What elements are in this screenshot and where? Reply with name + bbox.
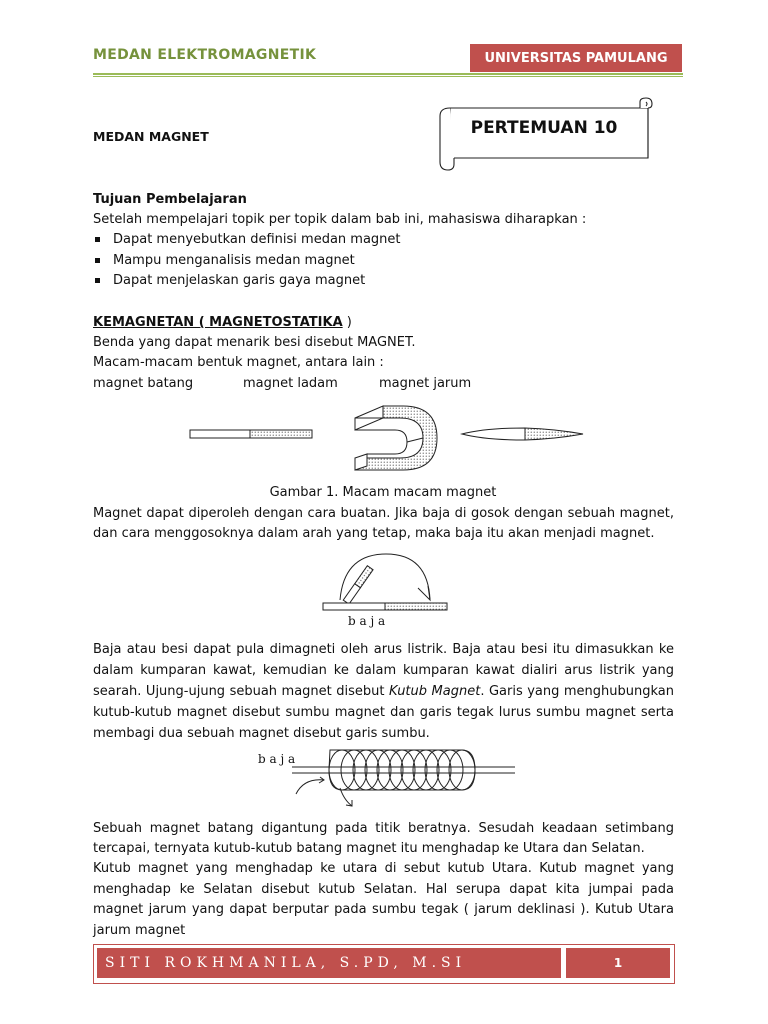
kemagnetan-line1: Benda yang dapat menarik besi disebut MAGNET. <box>93 335 416 350</box>
figure2-label: b a j a <box>348 614 386 628</box>
paragraph-electric-magnet <box>93 639 674 744</box>
footer-page-number: 1 <box>566 948 670 978</box>
para2-end: . Garis yang menghubungkan kutub-kutub magnet disebut sumbu magnet dan garis tegak lurus sumbu magnet serta membagi dua sebuah magnet disebut garis sumbu. <box>93 684 675 741</box>
list-item: Mampu menganalisis medan magnet <box>93 251 683 272</box>
figure3-label: b a j a <box>258 752 296 766</box>
figure-magnet-types <box>185 398 595 478</box>
kemagnetan-heading-underlined: KEMAGNETAN ( MAGNETOSTATIKA <box>93 315 343 330</box>
header-rule-thin <box>93 76 683 77</box>
kemagnetan-heading-close: ) <box>342 315 352 330</box>
magnet-type-needle: magnet jarum <box>379 376 472 391</box>
footer-author: SITI ROKHMANILA, S.PD, M.SI <box>97 948 561 978</box>
section-title: MEDAN MAGNET <box>93 129 209 144</box>
kemagnetan-heading <box>93 313 352 333</box>
magnet-type-bar: magnet batang <box>93 376 194 391</box>
list-item: Dapat menyebutkan definisi medan magnet <box>93 230 683 251</box>
header-rule <box>93 73 683 75</box>
paragraph-hanging-magnet: Sebuah magnet batang digantung pada titik beratnya. Sesudah keadaan setimbang tercapai, ternyata kutub-kutub batang magnet itu menghadap ke Utara dan Selatan. <box>93 821 674 856</box>
list-item: Dapat menjelaskan garis gaya magnet <box>93 271 683 292</box>
para2-italic-term: Kutub Magnet <box>389 684 481 699</box>
kemagnetan-line2: Macam-macam bentuk magnet, antara lain : <box>93 355 384 370</box>
magnet-type-horseshoe: magnet ladam <box>243 376 338 391</box>
objectives-intro: Setelah mempelajari topik per topik dalam bab ini, mahasiswa diharapkan : <box>93 212 587 227</box>
header-course-title: MEDAN ELEKTROMAGNETIK <box>93 47 317 63</box>
objectives-heading: Tujuan Pembelajaran <box>93 192 247 207</box>
paragraph-magnet-poles: Kutub magnet yang menghadap ke utara di sebut kutub Utara. Kutub magnet yang menghadap ke Selatan disebut kutub Selatan. Hal serupa dapat kita jumpai pada magnet jarum yang dapat berputar pada sumbu tegak ( jarum deklinasi ). Kutub Utara jarum magnet <box>93 861 674 938</box>
needle-magnet-icon <box>462 428 583 440</box>
scroll-banner-title: PERTEMUAN 10 <box>470 118 618 138</box>
objectives-list <box>93 230 683 292</box>
horseshoe-magnet-icon <box>355 406 437 470</box>
figure1-caption: Gambar 1. Macam macam magnet <box>269 485 497 500</box>
bar-magnet-icon <box>190 430 312 438</box>
para2-start: Baja atau besi dapat pula dimagneti oleh arus listrik. Baja atau besi itu dimasukkan ke dalam kumparan kawat, kemudian ke dalam kumparan kawat dialiri arus listrik yang searah. Ujung-ujung sebuah magnet disebut <box>93 642 674 699</box>
paragraph-artificial-magnet: Magnet dapat diperoleh dengan cara buatan. Jika baja di gosok dengan sebuah magnet, dan cara menggosoknya dalam arah yang tetap, maka baja itu akan menjadi magnet. <box>93 506 674 541</box>
figure-rubbing-steel <box>318 548 452 614</box>
figure-coil <box>290 748 520 810</box>
header-university: UNIVERSITAS PAMULANG <box>470 44 682 72</box>
